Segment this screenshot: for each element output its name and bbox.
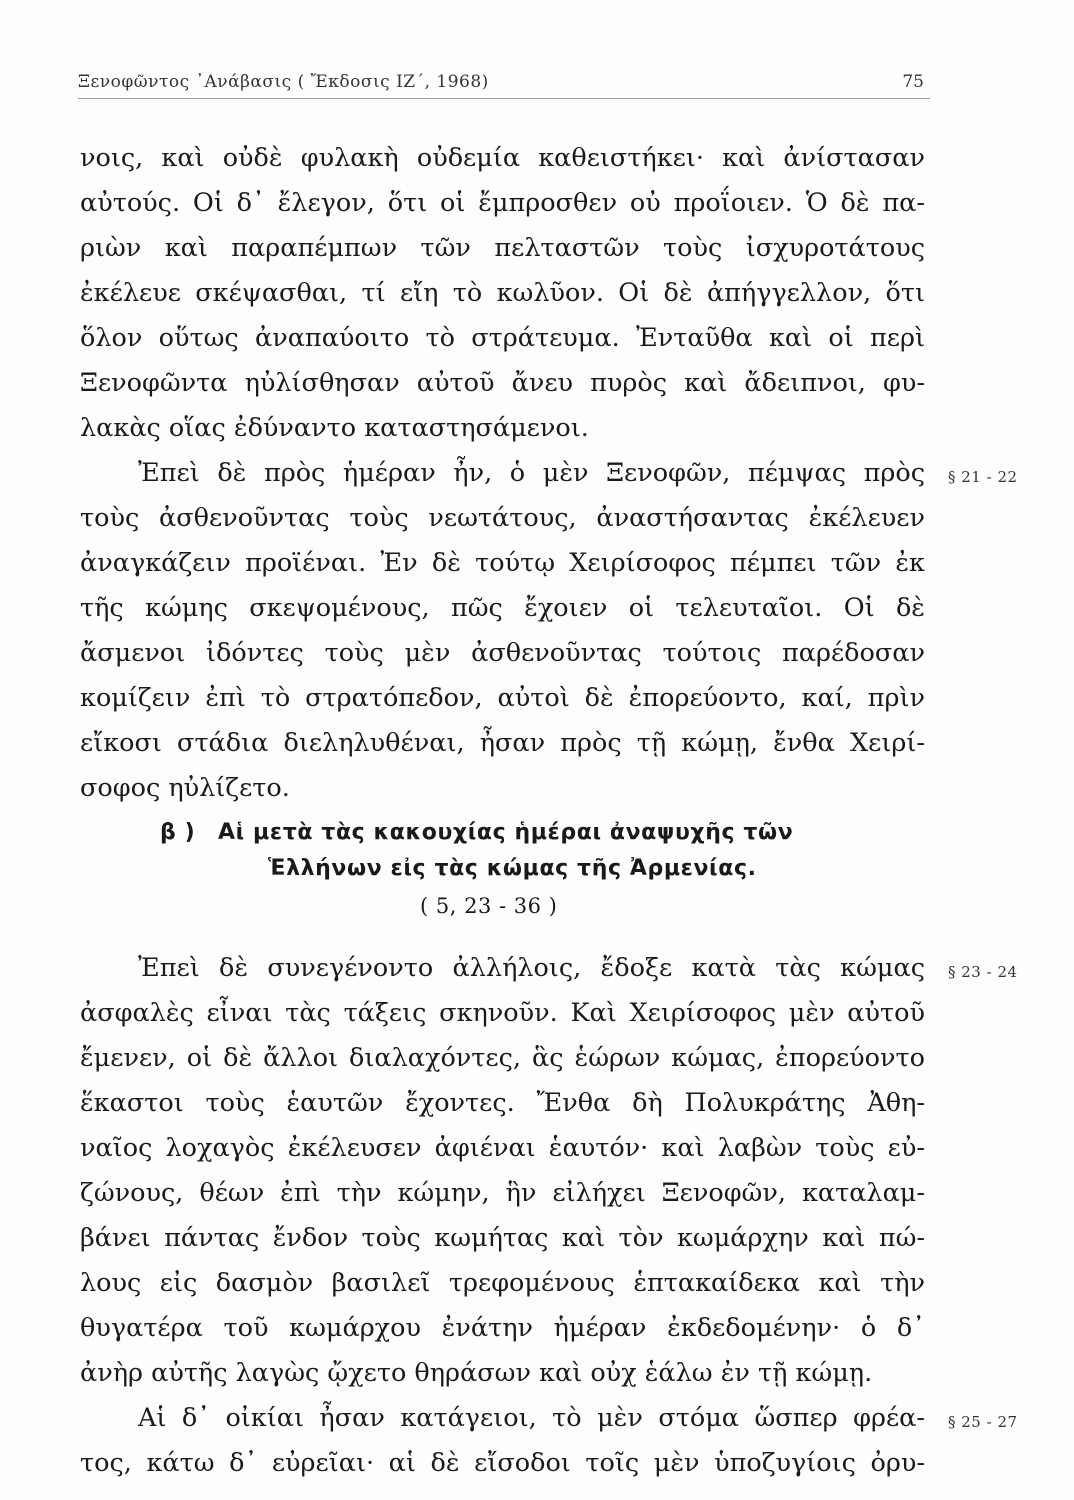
text-line: ἕκαστοι τοὺς ἑαυτῶν ἔχοντες. Ἔνθα δὴ Πολυκράτης Ἀθη-: [80, 1088, 925, 1118]
running-header-title: Ξενοφῶντος ᾿Ανάβασις ( Ἔκδοσις ΙΖ΄, 1968): [78, 72, 489, 92]
section-reference: ( 5, 23 - 36 ): [420, 894, 558, 918]
text-line: κομίζειν ἐπὶ τὸ στρατόπεδον, αὐτοὶ δὲ ἐπορεύοντο, καί, πρὶν: [80, 683, 925, 713]
text-line: τῆς κώμης σκεψομένους, πῶς ἔχοιεν οἱ τελευταῖοι. Οἱ δὲ: [80, 593, 925, 623]
text-line: αὐτούς. Οἱ δ᾿ ἔλεγον, ὅτι οἱ ἔμπροσθεν οὐ προΐοιεν. Ὁ δὲ πα-: [80, 188, 925, 218]
page-number: 75: [902, 72, 924, 92]
text-line: ἄσμενοι ἰδόντες τοὺς μὲν ἀσθενοῦντας τούτοις παρέδοσαν: [80, 638, 925, 668]
text-line: ἀνὴρ αὐτῆς λαγὼς ᾤχετο θηράσων καὶ οὐχ ἑάλω ἐν τῇ κώμῃ.: [80, 1358, 873, 1388]
text-line: ναῖος λοχαγὸς ἐκέλευσεν ἀφιέναι ἑαυτόν· καὶ λαβὼν τοὺς εὐ-: [80, 1133, 925, 1163]
text-line: ριὼν καὶ παραπέμπων τῶν πελταστῶν τοὺς ἰσχυροτάτους: [80, 233, 925, 263]
section-marker: β ): [160, 820, 196, 845]
text-line: σοφος ηὐλίζετο.: [80, 773, 290, 803]
margin-section-ref: § 21 - 22: [948, 468, 1018, 486]
text-line: ἔμενεν, οἱ δὲ ἄλλοι διαλαχόντες, ἃς ἑώρων κώμας, ἐπορεύοντο: [80, 1043, 925, 1073]
text-line: τοὺς ἀσθενοῦντας τοὺς νεωτάτους, ἀναστήσαντας ἐκέλευεν: [80, 503, 925, 533]
text-line: εἴκοσι στάδια διεληλυθέναι, ἦσαν πρὸς τῇ κώμῃ, ἔνθα Χειρί-: [80, 728, 925, 758]
text-line: Ξενοφῶντα ηὐλίσθησαν αὐτοῦ ἄνευ πυρὸς καὶ ἄδειπνοι, φυ-: [80, 368, 925, 398]
text-line: ἀσφαλὲς εἶναι τὰς τάξεις σκηνοῦν. Καὶ Χειρίσοφος μὲν αὐτοῦ: [80, 998, 925, 1028]
text-line: Ἐπεὶ δὲ συνεγένοντο ἀλλήλοις, ἔδοξε κατὰ τὰς κώμας: [138, 953, 925, 983]
text-line: νοις, καὶ οὐδὲ φυλακὴ οὐδεμία καθειστήκει· καὶ ἀνίστασαν: [80, 143, 925, 173]
text-line: ὅλον οὕτως ἀναπαύοιτο τὸ στράτευμα. Ἐνταῦθα καὶ οἱ περὶ: [80, 323, 925, 353]
text-line: τος, κάτω δ᾿ εὐρεῖαι· αἱ δὲ εἴσοδοι τοῖς μὲν ὑποζυγίοις ὀρυ-: [80, 1448, 925, 1478]
text-line: Αἱ δ᾿ οἰκίαι ἦσαν κατάγειοι, τὸ μὲν στόμα ὥσπερ φρέα-: [138, 1403, 925, 1433]
section-title-line-1: Αἱ μετὰ τὰς κακουχίας ἡμέραι ἀναψυχῆς τῶν: [218, 820, 794, 845]
text-line: θυγατέρα τοῦ κωμάρχου ἐνάτην ἡμέραν ἐκδεδομένην· ὁ δ᾿: [80, 1313, 925, 1343]
margin-section-ref: § 23 - 24: [948, 963, 1018, 981]
text-line: λακὰς οἵας ἐδύναντο καταστησάμενοι.: [80, 413, 589, 443]
text-line: λους εἰς δασμὸν βασιλεῖ τρεφομένους ἑπτακαίδεκα καὶ τὴν: [80, 1268, 925, 1298]
text-line: Ἐπεὶ δὲ πρὸς ἡμέραν ἦν, ὁ μὲν Ξενοφῶν, πέμψας πρὸς: [138, 458, 925, 488]
text-line: βάνει πάντας ἔνδον τοὺς κωμήτας καὶ τὸν κωμάρχην καὶ πώ-: [80, 1223, 925, 1253]
section-title-line-2: Ἑλλήνων εἰς τὰς κώμας τῆς Ἀρμενίας.: [268, 856, 757, 881]
margin-section-ref: § 25 - 27: [948, 1413, 1018, 1431]
text-line: ἐκέλευε σκέψασθαι, τί εἴη τὸ κωλῦον. Οἱ δὲ ἀπήγγελλον, ὅτι: [80, 278, 925, 308]
text-line: ἀναγκάζειν προϊέναι. Ἐν δὲ τούτῳ Χειρίσοφος πέμπει τῶν ἐκ: [80, 548, 925, 578]
text-line: ζώνους, θέων ἐπὶ τὴν κώμην, ἣν εἰλήχει Ξενοφῶν, καταλαμ-: [80, 1178, 925, 1208]
running-header: [78, 68, 930, 99]
